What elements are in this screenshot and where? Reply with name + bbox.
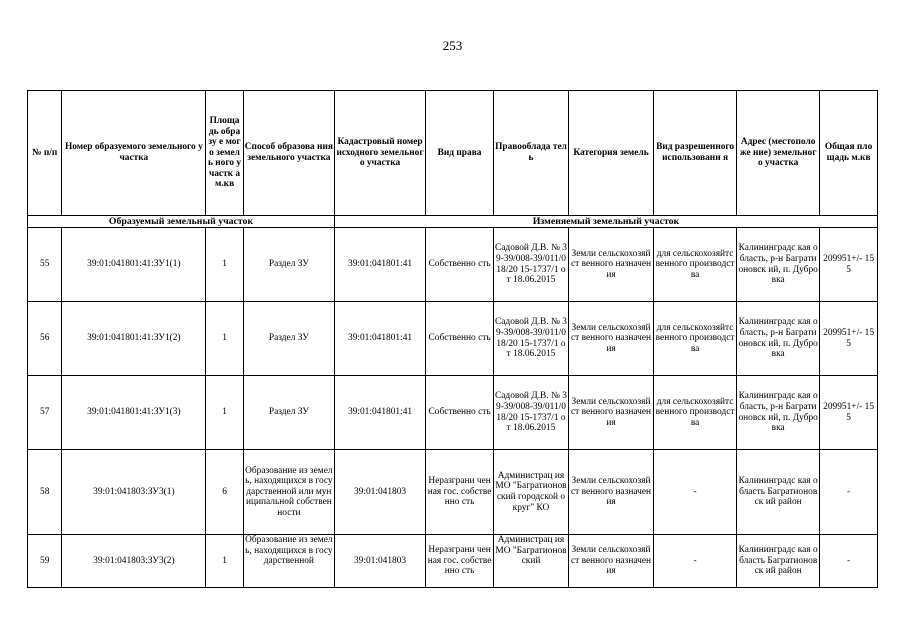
cell-method: Раздел ЗУ [243, 228, 334, 302]
header-row [28, 91, 878, 216]
cell-area: 1 [206, 228, 243, 302]
header-method: Способ образова ния земельного участка [243, 91, 334, 216]
cell-method: Образование из земель, находящихся в государственной или муниципальной собственности [243, 450, 334, 535]
cell-cadastral: 39:01:041801:41 [334, 302, 425, 376]
cell-owner: Администрац ия МО "Багратионов ский городской округ" КО [494, 450, 569, 535]
cell-owner: Садовой Д.В. № 39-39/008-39/011/018/20 15-1737/1 от 18.06.2015 [494, 376, 569, 450]
cell-total-area: - [820, 450, 878, 535]
header-num: № п/п [28, 91, 62, 216]
section-row [28, 216, 878, 228]
header-right-type: Вид права [426, 91, 494, 216]
cell-category: Земли сельскохозяйст венного назначения [568, 376, 653, 450]
cell-permitted-use: для сельскохозяйтс венного производства [654, 302, 737, 376]
table-row [28, 302, 878, 376]
cell-right-type: Собственно сть [426, 228, 494, 302]
header-cadastral: Кадастровый номер исходного земельного участка [334, 91, 425, 216]
page-number: 253 [442, 38, 463, 53]
cell-address: Калининградс кая область Багратионовск ий район [737, 535, 820, 588]
cell-cadastral: 39:01:041801:41 [334, 376, 425, 450]
section-formed: Образуемый земельный участок [28, 216, 335, 228]
cell-total-area: 209951+/- 155 [820, 376, 878, 450]
section-changed: Изменяемый земельный участок [334, 216, 877, 228]
cell-method: Раздел ЗУ [243, 302, 334, 376]
cell-num: 57 [28, 376, 62, 450]
land-parcels-table [27, 90, 878, 588]
cell-method: Образование из земель, находящихся в государственной [243, 535, 334, 588]
cell-category: Земли сельскохозяйст венного назначения [568, 302, 653, 376]
cell-permitted-use: для сельскохозяйтс венного производства [654, 376, 737, 450]
cell-owner: Администрац ия МО "Багратионов ский [494, 535, 569, 588]
cell-parcel-number: 39:01:041803:ЗУ3(1) [62, 450, 206, 535]
header-owner: Правооблада тель [494, 91, 569, 216]
cell-permitted-use: для сельскохозяйтс венного производства [654, 228, 737, 302]
cell-area: 1 [206, 535, 243, 588]
cell-parcel-number: 39:01:041801:41:ЗУ1(2) [62, 302, 206, 376]
cell-right-type: Собственно сть [426, 376, 494, 450]
cell-cadastral: 39:01:041801:41 [334, 228, 425, 302]
cell-num: 59 [28, 535, 62, 588]
cell-parcel-number: 39:01:041801:41:ЗУ1(1) [62, 228, 206, 302]
header-parcel-number: Номер образуемого земельного участка [62, 91, 206, 216]
cell-address: Калининградс кая область, р-н Багратионовск ий, п. Дубровка [737, 376, 820, 450]
cell-area: 1 [206, 376, 243, 450]
cell-total-area: 209951+/- 155 [820, 228, 878, 302]
header-category: Категория земель [568, 91, 653, 216]
cell-cadastral: 39:01:041803 [334, 450, 425, 535]
cell-right-type: Неразграни ченная гос. собственно сть [426, 535, 494, 588]
cell-cadastral: 39:01:041803 [334, 535, 425, 588]
cell-num: 55 [28, 228, 62, 302]
table-row [28, 535, 878, 588]
cell-right-type: Собственно сть [426, 302, 494, 376]
cell-method: Раздел ЗУ [243, 376, 334, 450]
cell-num: 58 [28, 450, 62, 535]
cell-area: 6 [206, 450, 243, 535]
cell-category: Земли сельскохозяйст венного назначения [568, 535, 653, 588]
cell-address: Калининградс кая область Багратионовск ий район [737, 450, 820, 535]
cell-permitted-use: - [654, 535, 737, 588]
cell-owner: Садовой Д.В. № 39-39/008-39/011/018/20 15-1737/1 от 18.06.2015 [494, 228, 569, 302]
cell-parcel-number: 39:01:041801:41:ЗУ1(3) [62, 376, 206, 450]
header-total-area: Общая площадь м.кв [820, 91, 878, 216]
cell-total-area: - [820, 535, 878, 588]
table-row [28, 450, 878, 535]
header-address: Адрес (местоположе ние) земельного участка [737, 91, 820, 216]
cell-total-area: 209951+/- 155 [820, 302, 878, 376]
cell-address: Калининградс кая область, р-н Багратионовск ий, п. Дубровка [737, 302, 820, 376]
table-row [28, 376, 878, 450]
cell-owner: Садовой Д.В. № 39-39/008-39/011/018/20 15-1737/1 от 18.06.2015 [494, 302, 569, 376]
cell-category: Земли сельскохозяйст венного назначения [568, 228, 653, 302]
cell-address: Калининградс кая область, р-н Багратионовск ий, п. Дубровка [737, 228, 820, 302]
cell-right-type: Неразграни ченная гос. собственно сть [426, 450, 494, 535]
cell-category: Земли сельскохозяйст венного назначения [568, 450, 653, 535]
header-permitted-use: Вид разрешенного использовани я [654, 91, 737, 216]
table-row [28, 228, 878, 302]
header-area: Площа дь образу е мого земель ного участк а м.кв [206, 91, 243, 216]
cell-area: 1 [206, 302, 243, 376]
cell-permitted-use: - [654, 450, 737, 535]
cell-parcel-number: 39:01:041803:ЗУ3(2) [62, 535, 206, 588]
cell-num: 56 [28, 302, 62, 376]
